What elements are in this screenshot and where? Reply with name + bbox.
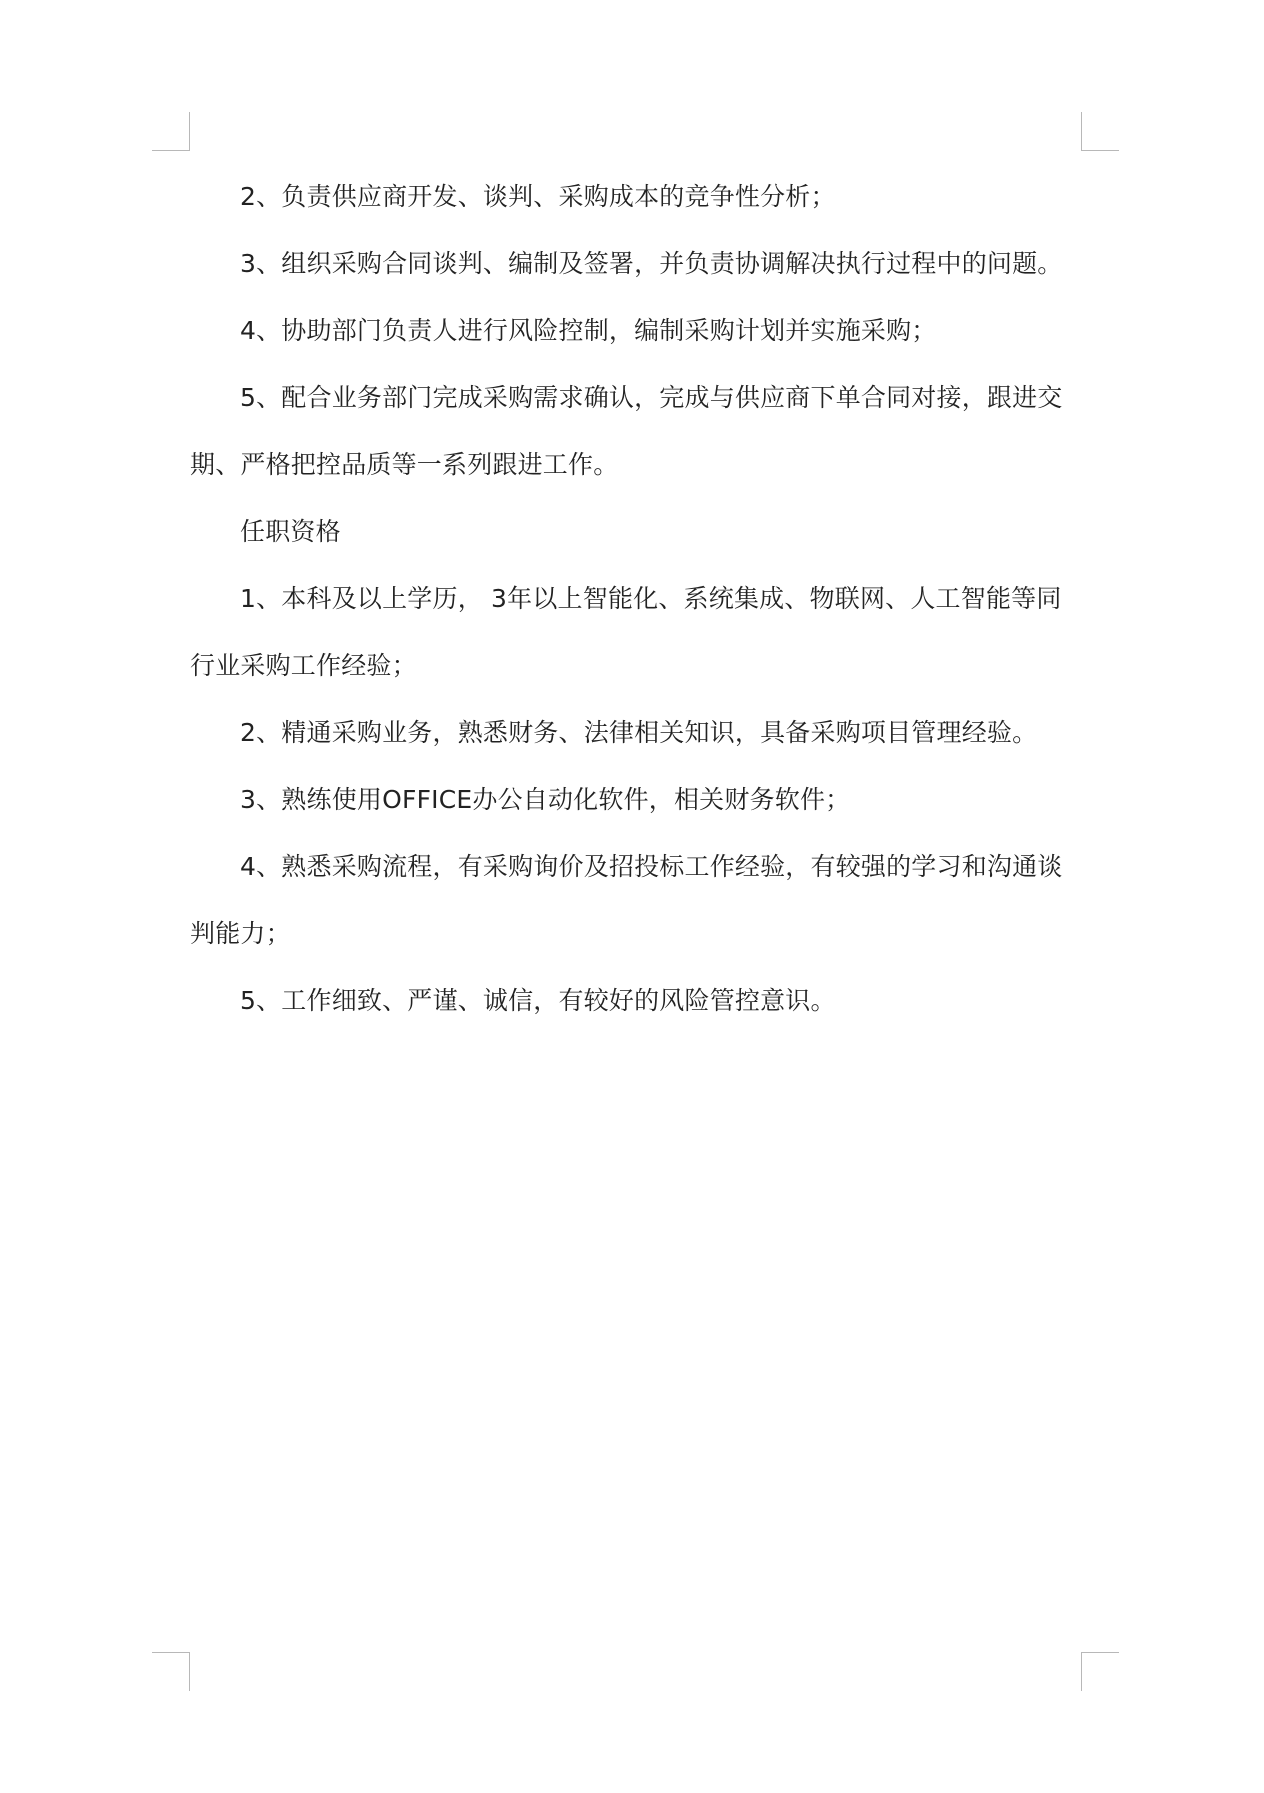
duty-item-4: 4、协助部门负责人进行风险控制，编制采购计划并实施采购； (240, 316, 937, 345)
document-body (190, 163, 1085, 1034)
corner-mark-top-right (1081, 112, 1119, 151)
section-heading-qualifications: 任职资格 (240, 517, 341, 546)
qualification-item-2: 2、精通采购业务，熟悉财务、法律相关知识，具备采购项目管理经验。 (240, 718, 1038, 747)
corner-mark-bottom-right (1081, 1652, 1119, 1691)
qualification-item-4: 4、熟悉采购流程，有采购询价及招投标工作经验，有较强的学习和沟通谈判能力； (190, 852, 1063, 948)
qualification-item-1: 1、本科及以上学历， 3年以上智能化、系统集成、物联网、人工智能等同行业采购工作经验； (190, 584, 1062, 680)
qualification-item-5: 5、工作细致、严谨、诚信，有较好的风险管控意识。 (240, 986, 836, 1015)
corner-mark-top-left (152, 112, 190, 151)
corner-mark-bottom-left (152, 1652, 190, 1691)
duty-item-2: 2、负责供应商开发、谈判、采购成本的竞争性分析； (240, 182, 836, 211)
qualification-item-3: 3、熟练使用OFFICE办公自动化软件，相关财务软件； (240, 785, 851, 814)
duty-item-5: 5、配合业务部门完成采购需求确认，完成与供应商下单合同对接，跟进交期、严格把控品质等一系列跟进工作。 (190, 383, 1063, 479)
duty-item-3: 3、组织采购合同谈判、编制及签署，并负责协调解决执行过程中的问题。 (240, 249, 1063, 278)
